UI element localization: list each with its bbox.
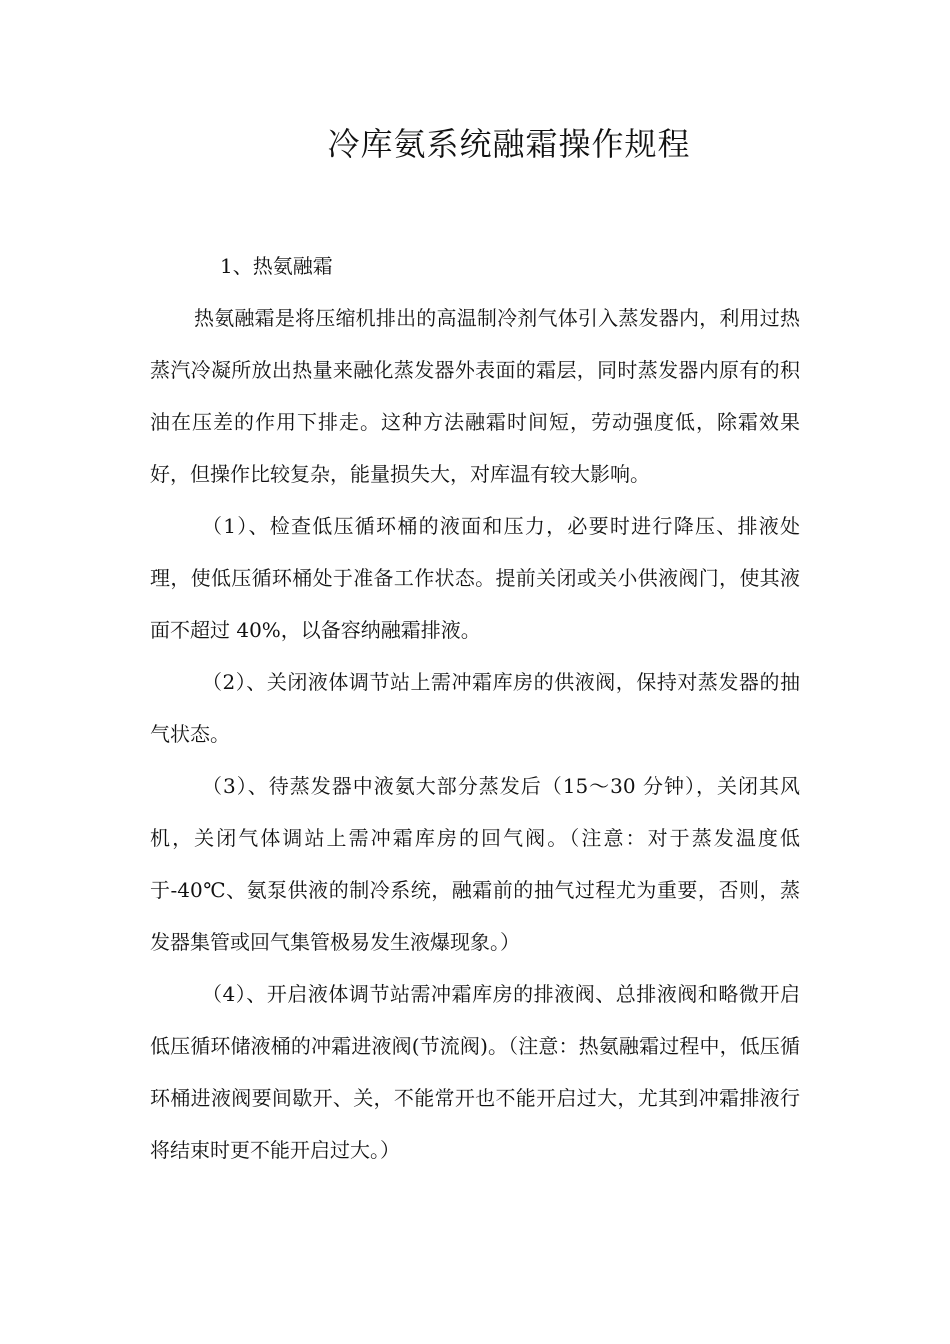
document-title: 冷库氨系统融霜操作规程 — [327, 125, 691, 163]
step-4-paragraph: （4）、开启液体调节站需冲霜库房的排液阀、总排液阀和略微开启低压循环储液桶的冲霜进液阀(节流阀)。（注意：热氨融霜过程中，低压循环桶进液阀要间歇开、关，不能常开也不能开启过大，尤其到冲霜排液行将结束时更不能开启过大。） — [150, 982, 800, 1162]
document-body — [150, 240, 800, 1176]
intro-paragraph: 热氨融霜是将压缩机排出的高温制冷剂气体引入蒸发器内，利用过热蒸汽冷凝所放出热量来融化蒸发器外表面的霜层，同时蒸发器内原有的积油在压差的作用下排走。这种方法融霜时间短，劳动强度低，除霜效果好，但操作比较复杂，能量损失大，对库温有较大影响。 — [150, 306, 800, 486]
step-3-paragraph: （3）、待蒸发器中液氨大部分蒸发后（15～30 分钟），关闭其风机，关闭气体调站上需冲霜库房的回气阀。（注意：对于蒸发温度低于-40℃、氨泵供液的制冷系统，融霜前的抽气过程尤为重要，否则，蒸发器集管或回气集管极易发生液爆现象。） — [150, 774, 800, 954]
section-heading: 1、热氨融霜 — [220, 254, 333, 278]
step-2-paragraph: （2）、关闭液体调节站上需冲霜库房的供液阀，保持对蒸发器的抽气状态。 — [150, 670, 800, 746]
step-1-paragraph: （1）、检查低压循环桶的液面和压力，必要时进行降压、排液处理，使低压循环桶处于准备工作状态。提前关闭或关小供液阀门，使其液面不超过 40%，以备容纳融霜排液。 — [150, 514, 800, 642]
